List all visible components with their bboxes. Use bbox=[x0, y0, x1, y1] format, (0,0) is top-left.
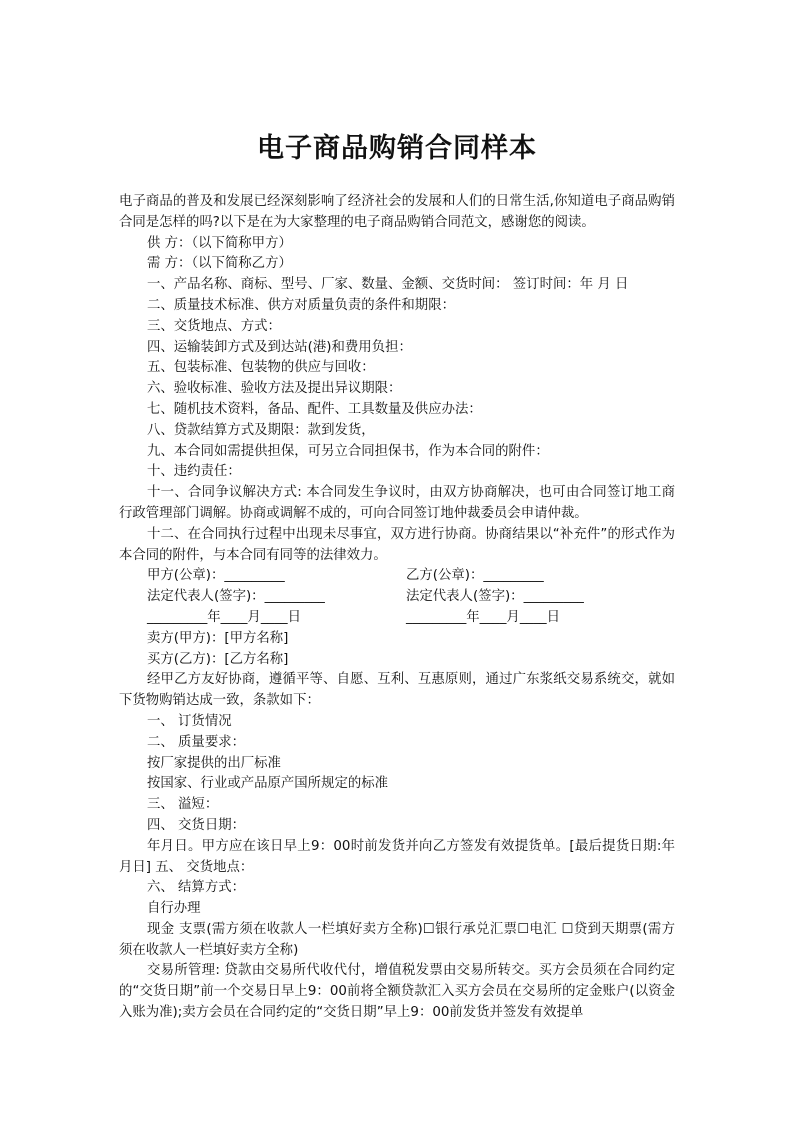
party-a-date: _________年____月____日 bbox=[147, 609, 301, 625]
clause-1: 一、产品名称、商标、型号、厂家、数量、金额、交货时间： 签订时间：年 月 日 bbox=[147, 277, 629, 293]
clause-6: 六、验收标准、验收方法及提出异议期限： bbox=[147, 381, 402, 397]
seller-line: 卖方(甲方)：[甲方名称] bbox=[147, 630, 289, 646]
item-quality: 二、 质量要求： bbox=[147, 734, 245, 750]
item-order: 一、 订货情况 bbox=[147, 713, 232, 729]
payment-paragraph: 现金 支票(需方须在收款人一栏填好卖方全称)☐银行承兑汇票☐电汇 ☐贷到天期票(需方须在收款人一栏填好卖方全称) bbox=[119, 921, 675, 958]
party-b-rep: 法定代表人(签字)：_________ bbox=[406, 589, 584, 605]
party-b-date: _________年____月____日 bbox=[406, 609, 560, 625]
signature-seal-row bbox=[119, 566, 675, 587]
document-title: 电子商品购销合同样本 bbox=[257, 133, 537, 164]
agreement-paragraph: 经甲乙方友好协商，遵循平等、自愿、互利、互惠原则，通过广东浆纸交易系统交，就如下货物购销达成一致，条款如下： bbox=[119, 672, 675, 709]
clause-12: 十二、在合同执行过程中出现未尽事宜，双方进行协商。协商结果以“补充件”的形式作为本合同的附件，与本合同有同等的法律效力。 bbox=[119, 526, 675, 563]
clause-4: 四、运输装卸方式及到达站(港)和费用负担： bbox=[147, 339, 412, 355]
settlement-line: 六、 结算方式： bbox=[147, 880, 245, 896]
demander-line: 需 方：（以下简称乙方） bbox=[147, 256, 292, 272]
delivery-paragraph: 年月日。甲方应在该日早上9：00时前发货并向乙方签发有效提货单。[最后提货日期:年月日] 五、 交货地点： bbox=[119, 838, 675, 875]
clause-5: 五、包装标准、包装物的供应与回收： bbox=[147, 360, 375, 376]
item-overage: 三、 溢短： bbox=[147, 797, 219, 813]
self-handle-line: 自行办理 bbox=[147, 901, 201, 917]
clause-3: 三、交货地点、方式： bbox=[147, 318, 281, 334]
item-delivery-date: 四、 交货日期： bbox=[147, 817, 245, 833]
signature-date-row bbox=[119, 608, 675, 629]
document-body bbox=[119, 192, 675, 1024]
exchange-paragraph: 交易所管理: 贷款由交易所代收代付，增值税发票由交易所转交。买方会员须在合同约定的“交货日期”前一个交易日早上9：00前将全额贷款汇入买方会员在交易所的定金账户(以资金入账为准);卖方会员在合同约定的“交货日期”早上9：00前发货并签发有效提单 bbox=[119, 963, 675, 1021]
supplier-line: 供 方：（以下简称甲方） bbox=[147, 235, 292, 251]
item-factory-standard: 按厂家提供的出厂标准 bbox=[147, 755, 281, 771]
buyer-line: 买方(乙方)：[乙方名称] bbox=[147, 651, 289, 667]
party-a-rep: 法定代表人(签字)：_________ bbox=[147, 589, 325, 605]
clause-7: 七、随机技术资料，备品、配件、工具数量及供应办法： bbox=[147, 401, 482, 417]
clause-8: 八、贷款结算方式及期限：款到发货， bbox=[147, 422, 375, 438]
clause-9: 九、本合同如需提供担保，可另立合同担保书，作为本合同的附件： bbox=[147, 443, 549, 459]
clause-2: 二、质量技术标准、供方对质量负责的条件和期限： bbox=[147, 297, 455, 313]
clause-10: 十、违约责任： bbox=[147, 464, 241, 480]
signature-rep-row bbox=[119, 587, 675, 608]
intro-paragraph: 电子商品的普及和发展已经深刻影响了经济社会的发展和人们的日常生活,你知道电子商品购销合同是怎样的吗?以下是在为大家整理的电子商品购销合同范文，感谢您的阅读。 bbox=[119, 194, 675, 230]
clause-11: 十一、合同争议解决方式: 本合同发生争议时，由双方协商解决，也可由合同签订地工商行政管理部门调解。协商或调解不成的，可向合同签订地仲裁委员会申请仲裁。 bbox=[119, 485, 675, 521]
item-national-standard: 按国家、行业或产品原产国所规定的标准 bbox=[147, 776, 389, 792]
party-b-seal: 乙方(公章)：_________ bbox=[406, 568, 544, 584]
party-a-seal: 甲方(公章)：_________ bbox=[147, 568, 285, 584]
